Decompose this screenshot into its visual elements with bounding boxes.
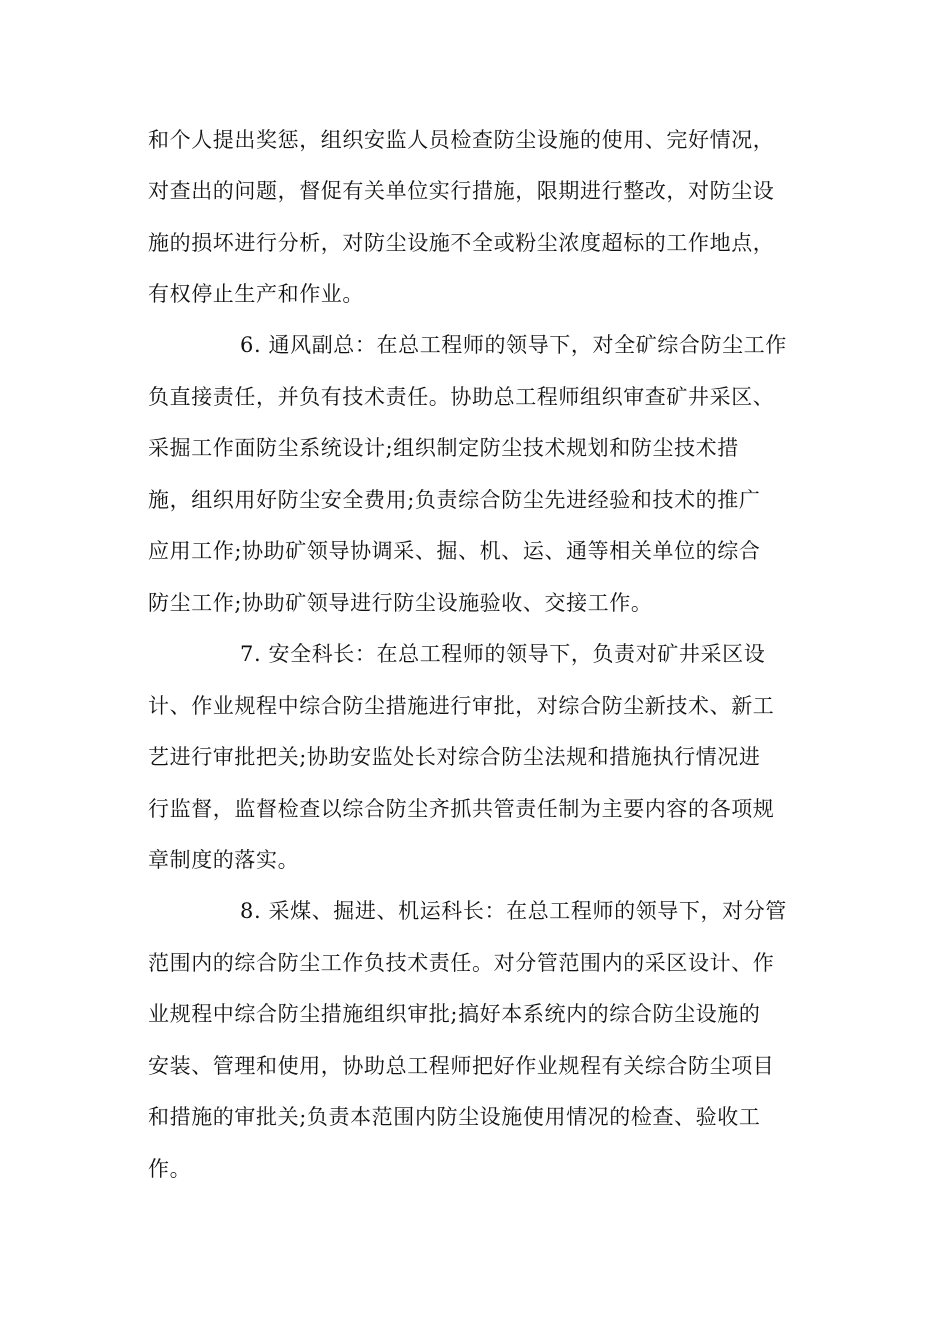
text-line: 艺进行审批把关;协助安监处长对综合防尘法规和措施执行情况进 [148,745,761,769]
paragraph-8-heading-line: 8. 采煤、掘进、机运科长：在总工程师的领导下，对分管 [240,899,787,923]
text-line: 施，组织用好防尘安全费用;负责综合防尘先进经验和技术的推广 [148,488,761,512]
text-line: 行监督，监督检查以综合防尘齐抓共管责任制为主要内容的各项规 [148,797,775,821]
text-line: 防尘工作;协助矿领导进行防尘设施验收、交接工作。 [148,591,653,615]
paragraph-6-heading-line: 6. 通风副总：在总工程师的领导下，对全矿综合防尘工作 [240,333,787,357]
text-line: 业规程中综合防尘措施组织审批;搞好本系统内的综合防尘设施的 [148,1002,761,1026]
text-line: 范围内的综合防尘工作负技术责任。对分管范围内的采区设计、作 [148,951,775,975]
paragraph-7-heading-line: 7. 安全科长：在总工程师的领导下，负责对矿井采区设 [240,642,766,666]
text-line: 和个人提出奖惩，组织安监人员检查防尘设施的使用、完好情况， [148,128,775,152]
text-line: 有权停止生产和作业。 [148,282,364,306]
text-line: 章制度的落实。 [148,848,300,872]
text-line: 施的损坏进行分析，对防尘设施不全或粉尘浓度超标的工作地点， [148,231,775,255]
text-line: 应用工作;协助矿领导协调采、掘、机、运、通等相关单位的综合 [148,539,761,563]
text-line: 对查出的问题，督促有关单位实行措施，限期进行整改，对防尘设 [148,179,775,203]
text-line: 和措施的审批关;负责本范围内防尘设施使用情况的检查、验收工 [148,1105,761,1129]
text-line: 作。 [148,1157,192,1181]
text-line: 负直接责任，并负有技术责任。协助总工程师组织审查矿井采区、 [148,385,775,409]
text-line: 计、作业规程中综合防尘措施进行审批，对综合防尘新技术、新工 [148,694,775,718]
text-line: 采掘工作面防尘系统设计;组织制定防尘技术规划和防尘技术措 [148,436,739,460]
text-line: 安装、管理和使用，协助总工程师把好作业规程有关综合防尘项目 [148,1054,775,1078]
